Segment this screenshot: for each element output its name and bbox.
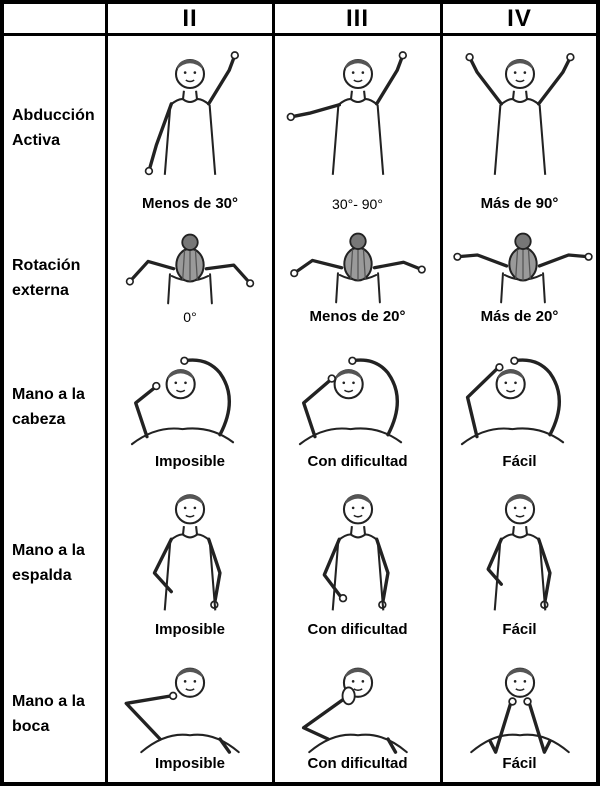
cell-caption: Con dificultad — [307, 453, 408, 470]
cell-caption: Fácil — [502, 755, 537, 772]
cell-caption: Más de 90° — [480, 195, 559, 212]
figure-mano-espalda-facil-icon — [445, 485, 595, 616]
header-grade-iii: III — [272, 4, 440, 36]
header-corner-cell — [4, 4, 105, 36]
cell-mano-espalda-ii — [105, 480, 272, 648]
cell-caption: Menos de 30° — [141, 195, 239, 212]
figure-abduccion-30-90-icon — [283, 46, 433, 186]
cell-caption: Imposible — [154, 453, 225, 470]
figure-rotacion-mas-20-icon — [443, 224, 596, 306]
row-label-mano-cabeza: Mano a la cabeza — [12, 385, 85, 428]
cell-abduccion-activa-iv — [440, 36, 596, 222]
cell-caption: Menos de 20° — [309, 308, 406, 325]
cell-caption: 30°- 90° — [332, 196, 383, 212]
cell-caption: Fácil — [502, 453, 537, 470]
cell-caption: 0° — [183, 309, 197, 325]
figure-rotacion-0-icon — [110, 225, 270, 307]
figure-mano-cabeza-imposible-icon — [115, 343, 265, 446]
figure-abduccion-menos-30-icon — [115, 46, 265, 186]
cell-mano-espalda-iv — [440, 480, 596, 648]
figure-abduccion-mas-90-icon — [445, 46, 595, 186]
cell-mano-boca-iv — [440, 648, 596, 782]
figure-mano-cabeza-dificultad-icon — [283, 343, 433, 446]
row-label-mano-boca: Mano a la boca — [12, 693, 85, 735]
cell-caption: Con dificultad — [307, 621, 408, 638]
cell-mano-boca-ii — [105, 648, 272, 782]
cell-mano-boca-iii — [272, 648, 440, 782]
cell-mano-espalda-iii — [272, 480, 440, 648]
row-label-mano-espalda: Mano a la espalda — [12, 542, 85, 584]
cell-caption: Imposible — [154, 755, 225, 772]
header-grade-iv: IV — [440, 4, 596, 36]
cell-caption: Imposible — [154, 621, 225, 638]
figure-mano-cabeza-facil-icon — [445, 343, 595, 446]
header-grade-ii: II — [105, 4, 272, 36]
cell-rotacion-externa-ii — [105, 222, 272, 335]
cell-caption: Más de 20° — [480, 308, 559, 325]
cell-mano-cabeza-ii — [105, 335, 272, 480]
cell-rotacion-externa-iii — [272, 222, 440, 335]
row-label-abduccion-activa: Abducción Activa — [12, 107, 95, 149]
cell-abduccion-activa-iii — [272, 36, 440, 222]
figure-mano-espalda-imposible-icon — [115, 485, 265, 616]
figure-mano-boca-dificultad-icon — [283, 649, 433, 754]
cell-abduccion-activa-ii — [105, 36, 272, 222]
figure-mano-boca-facil-icon — [445, 649, 595, 754]
figure-mano-boca-imposible-icon — [115, 649, 265, 754]
row-label-rotacion-externa: Rotación externa — [12, 256, 81, 299]
cell-rotacion-externa-iv — [440, 222, 596, 335]
cell-mano-cabeza-iv — [440, 335, 596, 480]
cell-caption: Con dificultad — [307, 755, 408, 772]
figure-mano-espalda-dificultad-icon — [283, 485, 433, 616]
figure-rotacion-menos-20-icon — [278, 224, 438, 306]
cell-caption: Fácil — [502, 621, 537, 638]
cell-mano-cabeza-iii — [272, 335, 440, 480]
